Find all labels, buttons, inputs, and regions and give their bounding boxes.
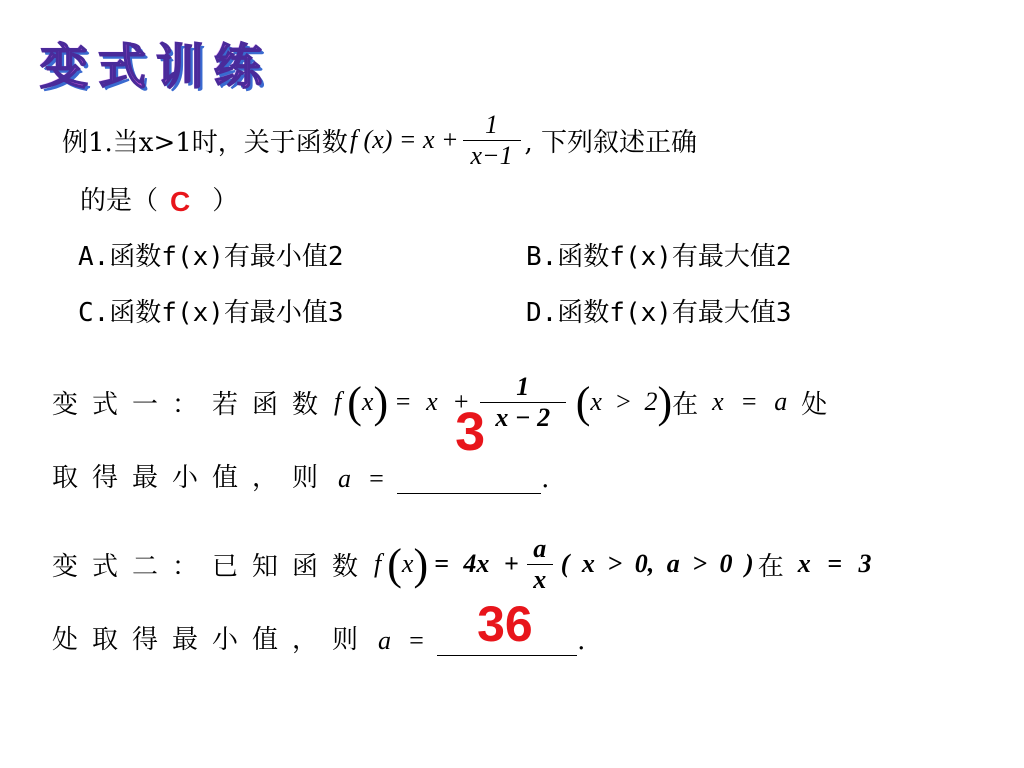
example-question-line2	[80, 178, 238, 218]
example-suffix: , 下列叙述正确	[524, 127, 698, 158]
variant1-end: 处	[801, 389, 828, 420]
variant2-answer-blank	[437, 596, 577, 656]
example-fraction	[463, 110, 521, 171]
variant2-line1: 变式二：已知函数 f ( x ) = 4x + $\frac{a}{x}$ ( x > 0, a > 0 ) 在 x = 3	[52, 533, 872, 594]
example-function: f (x) = x +	[349, 125, 459, 154]
option-d: D.函数f(x)有最大值3	[526, 298, 792, 328]
example-fraction-denominator: x−1	[470, 140, 513, 170]
variant1-period: .	[541, 464, 550, 494]
variant2-x: x	[401, 549, 414, 578]
page-title: 变式训练	[40, 39, 273, 95]
variant1-avar: a =	[338, 464, 386, 493]
variant1-at: x = a	[712, 387, 788, 416]
variant2-fraction	[527, 534, 553, 595]
variant2-period: .	[577, 626, 586, 656]
variant2-avar: a =	[378, 626, 426, 655]
variant1-fraction-denominator: x − 2	[495, 402, 551, 432]
variant1-f: f	[334, 387, 342, 416]
variant1-line1: 变式一：若函数 f ( x ) = x + $\frac{1}{x - 2}$ ( x > 2 ) 在 x = a 处	[52, 371, 828, 432]
variant1-answer: 3	[455, 402, 486, 462]
option-b: B.函数f(x)有最大值2	[526, 242, 792, 272]
option-c: C.函数f(x)有最小值3	[78, 298, 344, 328]
example-line2: 的是（	[80, 185, 159, 216]
option-a: A.函数f(x)有最小值2	[78, 242, 344, 272]
variant2-condition: ( x > 0, a > 0 )	[560, 549, 754, 578]
variant2-mid: 在	[757, 551, 784, 582]
example-question-line1	[62, 100, 697, 180]
variant2-eq: = 4x +	[434, 549, 519, 578]
variant2-answer: 36	[477, 596, 533, 652]
example-line2-end: ）	[212, 185, 239, 216]
variant1-x: x	[361, 387, 374, 416]
variant1-fraction-numerator: 1	[516, 371, 530, 401]
variant1-condition: x > 2	[590, 387, 658, 416]
example-prefix: 例1.当x>1时，关于函数	[62, 127, 348, 158]
variant1-fraction	[480, 372, 566, 433]
variant1-mid: 在	[672, 389, 699, 420]
variant2-at: x = 3	[797, 549, 872, 578]
variant2-label: 变式二：已知函数	[52, 551, 373, 582]
variant1-eq: = x +	[394, 387, 470, 416]
variant2-f: f	[374, 549, 382, 578]
variant2-line2-text: 处取得最小值，则	[52, 625, 373, 655]
variant2-fraction-denominator: x	[533, 564, 547, 594]
variant2-line2	[52, 596, 586, 656]
variant2-fraction-numerator: a	[533, 533, 547, 563]
example-answer: C	[170, 186, 191, 217]
example-fraction-numerator: 1	[485, 109, 499, 139]
variant1-label: 变式一：若函数	[52, 389, 333, 420]
variant1-line2-text: 取得最小值，则	[52, 463, 333, 493]
